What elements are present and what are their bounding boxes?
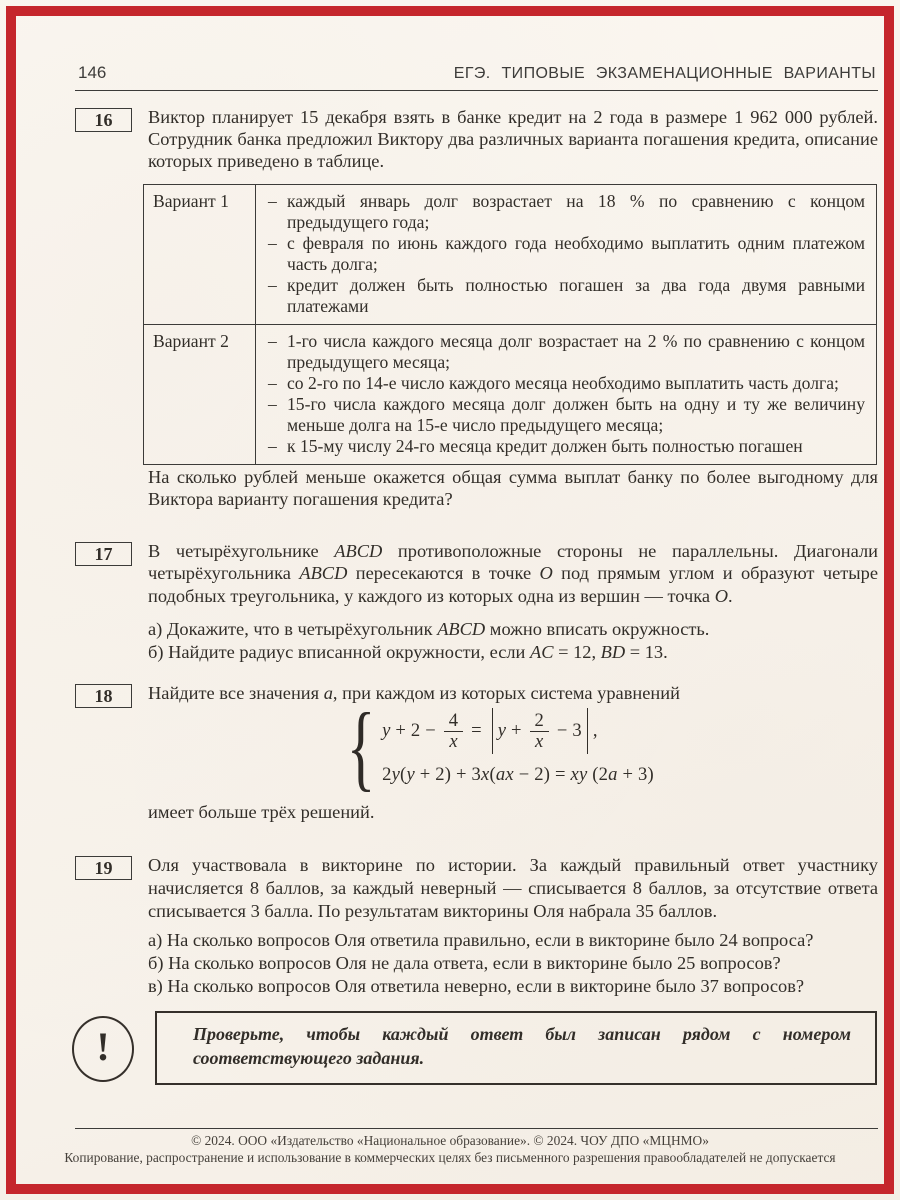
dash-marker: –: [268, 191, 277, 211]
problem-17-item-b: б) Найдите радиус вписанной окружности, если AC = 12, BD = 13.: [148, 642, 668, 662]
red-page-frame: [6, 6, 894, 1194]
row-label: Вариант 2: [144, 325, 256, 464]
system-brace: {: [346, 693, 376, 800]
condition-text: со 2-го по 14-е число каждого месяца необходимо выплатить часть долга;: [287, 373, 839, 393]
problem-18-number-box: 18: [75, 684, 132, 708]
equation-2: 2 y ( y + 2) + 3 x ( ax − 2) = xy (2 a + 3): [382, 764, 654, 785]
row-label: Вариант 1: [144, 185, 256, 324]
condition-text: 1-го числа каждого месяца долг возрастает на 2 % по сравнению с концом предыдущего месяца;: [287, 331, 865, 372]
dash-marker: –: [268, 373, 277, 393]
dash-marker: –: [268, 275, 277, 295]
condition-text: с февраля по июнь каждого года необходимо выплатить одним платежом часть долга;: [287, 233, 865, 274]
problem-19-text: Оля участвовала в викторине по истории. За каждый правильный ответ участнику начисляется 8 баллов, за каждый неверный — списывается 8 баллов, за отсутствие ответа списывается 3 балла. По результатам викторины Оля набрала 35 баллов.: [148, 855, 878, 921]
problem-18-intro: Найдите все значения a, при каждом из которых система уравнений: [148, 683, 680, 703]
equation-1: y + 2 − $\frac{4}{x}$ = y + $\frac{2}{x}$ − 3 ,: [382, 708, 654, 754]
problem-19-item-a: а) На сколько вопросов Оля ответила правильно, если в викторине было 24 вопроса?: [148, 930, 814, 950]
problem-18-outro: имеет больше трёх решений.: [148, 802, 375, 822]
condition-text: 15-го числа каждого месяца долг должен быть на одну и ту же величину меньше долга на 15-е число предыдущего месяца;: [287, 394, 865, 435]
problem-17-text: В четырёхугольнике ABCD противоположные стороны не параллельны. Диагонали четырёхугольника ABCD пересекаются в точке O под прямым углом и образуют четыре подобных треугольника, у каждого из которых одна из вершин — точка O.: [148, 541, 879, 606]
problem-16-number-box: 16: [75, 108, 132, 132]
footer-copyright: © 2024. ООО «Издательство «Национальное образование». © 2024. ЧОУ ДПО «МЦНМО»: [191, 1133, 709, 1148]
notice-text: Проверьте, чтобы каждый ответ был записан рядом с номером соответствующего задания.: [193, 1024, 851, 1068]
problem-19-number-box: 19: [75, 856, 132, 880]
footer-legal: Копирование, распространение и использование в коммерческих целях без письменного разрешения правообладателей не допускается: [64, 1150, 836, 1165]
running-header-title: ЕГЭ. ТИПОВЫЕ ЭКЗАМЕНАЦИОННЫЕ ВАРИАНТЫ: [453, 65, 876, 82]
dash-marker: –: [268, 436, 277, 456]
problem-17-item-a: а) Докажите, что в четырёхугольник ABCD можно вписать окружность.: [148, 619, 710, 639]
page-number: 146: [78, 63, 107, 82]
exclamation-glyph: !: [96, 1024, 110, 1069]
condition-text: к 15-му числу 24-го месяца кредит должен быть полностью погашен: [287, 436, 803, 456]
problem-19-item-v: в) На сколько вопросов Оля ответила неверно, если в викторине было 37 вопросов?: [148, 976, 805, 996]
dash-marker: –: [268, 331, 277, 351]
dash-marker: –: [268, 394, 277, 414]
problem-19-item-b: б) На сколько вопросов Оля не дала ответа, если в викторине было 25 вопросов?: [148, 953, 781, 973]
condition-text: кредит должен быть полностью погашен за два года двумя равными платежами: [287, 275, 865, 316]
problem-16-question: На сколько рублей меньше окажется общая сумма выплат банку по более выгодному для Виктора варианту погашения кредита?: [148, 467, 878, 510]
problem-16-text: Виктор планирует 15 декабря взять в банке кредит на 2 года в размере 1 962 000 рублей. Сотрудник банка предложил Виктору два различных варианта погашения кредита, описание которых приведено в таблице.: [148, 107, 878, 172]
problem-17-number-box: 17: [75, 542, 132, 566]
condition-text: каждый январь долг возрастает на 18 % по сравнению с концом предыдущего года;: [287, 191, 865, 232]
dash-marker: –: [268, 233, 277, 253]
